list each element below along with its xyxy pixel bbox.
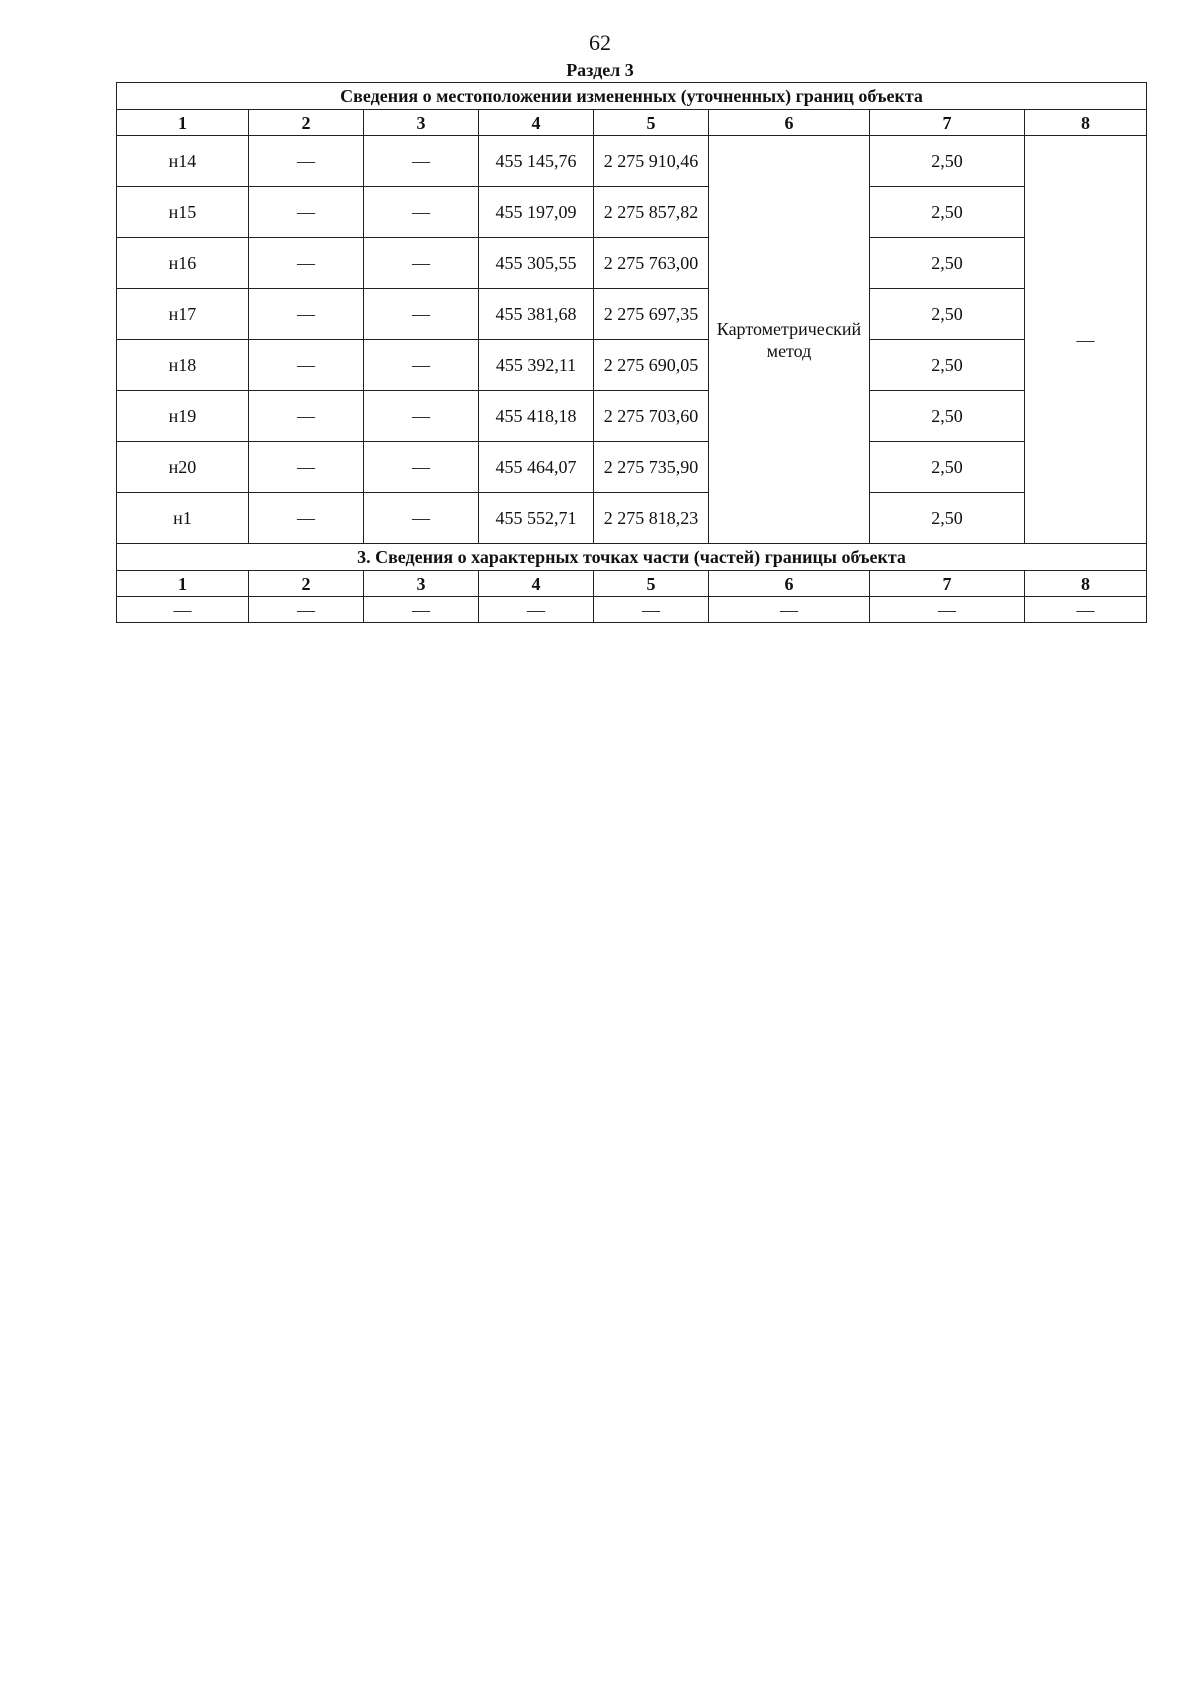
table-cell: — — [594, 597, 709, 623]
column-number: 6 — [709, 571, 870, 597]
table2-caption-row — [117, 544, 1147, 571]
table-cell-x: 455 305,55 — [479, 238, 594, 289]
column-number: 5 — [594, 110, 709, 136]
table-cell-x: 455 392,11 — [479, 340, 594, 391]
table-row — [117, 136, 1147, 187]
table2-empty-row — [117, 597, 1147, 623]
table-cell-c2: — — [249, 136, 364, 187]
table-cell-c3: — — [364, 442, 479, 493]
table-row — [117, 187, 1147, 238]
table1-column-numbers — [117, 110, 1147, 136]
table-cell-point: н14 — [117, 136, 249, 187]
method-cell: Картометрический метод — [709, 136, 870, 544]
column-number: 3 — [364, 110, 479, 136]
table-cell-y: 2 275 697,35 — [594, 289, 709, 340]
table-cell-c3: — — [364, 340, 479, 391]
table-cell: — — [1025, 597, 1147, 623]
table1-caption: Сведения о местоположении измененных (уточненных) границ объекта — [117, 83, 1147, 110]
table-row — [117, 391, 1147, 442]
table-cell-x: 455 381,68 — [479, 289, 594, 340]
table-row — [117, 340, 1147, 391]
column-number: 4 — [479, 110, 594, 136]
table2-caption: 3. Сведения о характерных точках части (частей) границы объекта — [117, 544, 1147, 571]
column-number: 8 — [1025, 571, 1147, 597]
table-cell-x: 455 145,76 — [479, 136, 594, 187]
table1-caption-row — [117, 83, 1147, 110]
table-cell-x: 455 197,09 — [479, 187, 594, 238]
table-cell: — — [479, 597, 594, 623]
section-title: Раздел 3 — [566, 60, 634, 80]
table-cell-c2: — — [249, 187, 364, 238]
table-cell-y: 2 275 735,90 — [594, 442, 709, 493]
column-number: 5 — [594, 571, 709, 597]
column-number: 3 — [364, 571, 479, 597]
column-number: 4 — [479, 571, 594, 597]
column-number: 8 — [1025, 110, 1147, 136]
table-cell-c3: — — [364, 187, 479, 238]
table-cell: — — [249, 597, 364, 623]
page-number: 62 — [589, 30, 611, 55]
column8-cell: — — [1025, 136, 1147, 544]
table-cell-accuracy: 2,50 — [870, 187, 1025, 238]
table-cell-c2: — — [249, 289, 364, 340]
table-cell-accuracy: 2,50 — [870, 136, 1025, 187]
table-cell-c2: — — [249, 442, 364, 493]
table-cell-c3: — — [364, 493, 479, 544]
table-row — [117, 442, 1147, 493]
table-cell-accuracy: 2,50 — [870, 391, 1025, 442]
table-cell-y: 2 275 763,00 — [594, 238, 709, 289]
table-row — [117, 493, 1147, 544]
column-number: 1 — [117, 571, 249, 597]
table-cell-accuracy: 2,50 — [870, 442, 1025, 493]
table-cell-point: н20 — [117, 442, 249, 493]
table-body — [117, 83, 1147, 623]
table-cell-y: 2 275 910,46 — [594, 136, 709, 187]
column-number: 7 — [870, 571, 1025, 597]
table-cell: — — [117, 597, 249, 623]
table-cell-point: н1 — [117, 493, 249, 544]
table-cell-y: 2 275 857,82 — [594, 187, 709, 238]
table-cell-accuracy: 2,50 — [870, 289, 1025, 340]
table-cell-c3: — — [364, 391, 479, 442]
table-cell-c2: — — [249, 391, 364, 442]
table-cell-c2: — — [249, 340, 364, 391]
table-cell-c2: — — [249, 238, 364, 289]
table-cell-accuracy: 2,50 — [870, 238, 1025, 289]
table-cell: — — [364, 597, 479, 623]
column-number: 7 — [870, 110, 1025, 136]
table-cell: — — [709, 597, 870, 623]
table-cell-point: н15 — [117, 187, 249, 238]
table-cell-x: 455 552,71 — [479, 493, 594, 544]
table-cell-point: н16 — [117, 238, 249, 289]
table-row — [117, 238, 1147, 289]
table-cell-accuracy: 2,50 — [870, 493, 1025, 544]
table-cell-y: 2 275 690,05 — [594, 340, 709, 391]
table-cell-c3: — — [364, 238, 479, 289]
table-cell-c2: — — [249, 493, 364, 544]
table-cell-y: 2 275 703,60 — [594, 391, 709, 442]
table-row — [117, 289, 1147, 340]
table-cell-y: 2 275 818,23 — [594, 493, 709, 544]
table-cell-x: 455 464,07 — [479, 442, 594, 493]
column-number: 6 — [709, 110, 870, 136]
boundary-table — [116, 82, 1147, 623]
table-cell-point: н19 — [117, 391, 249, 442]
table-cell-point: н17 — [117, 289, 249, 340]
column-number: 1 — [117, 110, 249, 136]
table-cell-c3: — — [364, 289, 479, 340]
table-cell-point: н18 — [117, 340, 249, 391]
column-number: 2 — [249, 571, 364, 597]
table-cell-c3: — — [364, 136, 479, 187]
table-cell: — — [870, 597, 1025, 623]
column-number: 2 — [249, 110, 364, 136]
table-cell-x: 455 418,18 — [479, 391, 594, 442]
table2-column-numbers — [117, 571, 1147, 597]
table-cell-accuracy: 2,50 — [870, 340, 1025, 391]
